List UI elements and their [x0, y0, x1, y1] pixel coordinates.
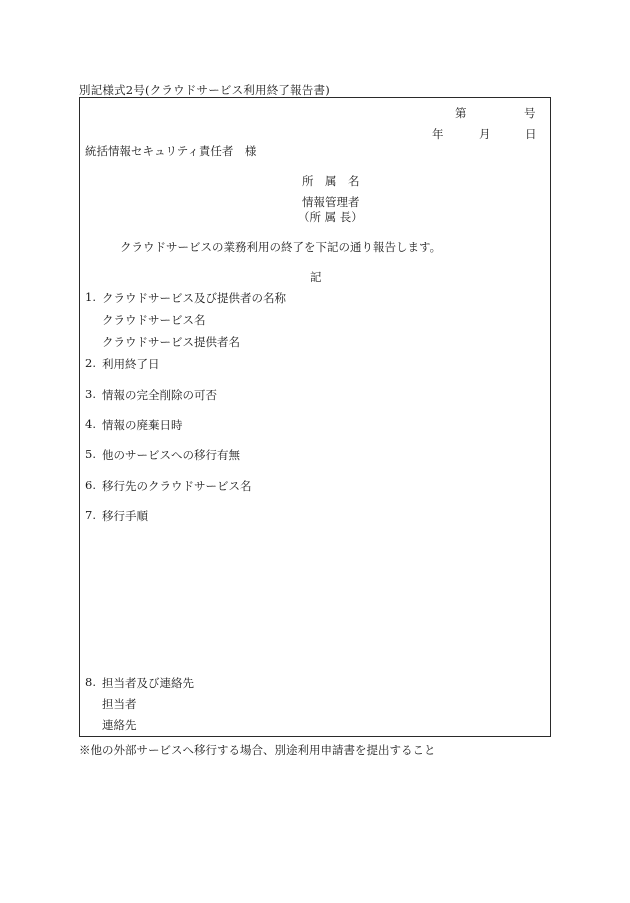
form-title: 別記様式2号(クラウドサービス利用終了報告書): [79, 83, 330, 97]
number-label: 第: [455, 106, 467, 120]
item-5-number: 5.: [85, 447, 96, 461]
sender-head: （所 属 長）: [298, 210, 363, 224]
item-3-label: 情報の完全削除の可否: [102, 388, 217, 402]
sender-manager: 情報管理者: [302, 195, 360, 209]
item-1-number: 1.: [85, 290, 96, 304]
addressee: 統括情報セキュリティ責任者 様: [85, 144, 257, 158]
item-8-contact: 連絡先: [102, 718, 137, 732]
item-4-number: 4.: [85, 417, 96, 431]
date-day: 日: [525, 127, 537, 141]
item-1-label: クラウドサービス及び提供者の名称: [102, 291, 286, 305]
intro-text: クラウドサービスの業務利用の終了を下記の通り報告します。: [120, 240, 442, 254]
item-2-number: 2.: [85, 356, 96, 370]
ki-heading: 記: [310, 270, 322, 284]
date-year: 年: [432, 127, 444, 141]
number-suffix: 号: [524, 106, 536, 120]
report-form-frame: [79, 97, 551, 737]
item-1-provider-name: クラウドサービス提供者名: [102, 335, 240, 349]
item-1-service-name: クラウドサービス名: [102, 313, 206, 327]
date-month: 月: [479, 127, 491, 141]
item-7-number: 7.: [85, 508, 96, 522]
item-8-label: 担当者及び連絡先: [102, 676, 194, 690]
item-8-person: 担当者: [102, 697, 137, 711]
item-6-number: 6.: [85, 478, 96, 492]
item-4-label: 情報の廃棄日時: [102, 418, 183, 432]
item-2-label: 利用終了日: [102, 357, 160, 371]
item-7-label: 移行手順: [102, 509, 148, 523]
sender-affiliation: 所 属 名: [302, 174, 360, 188]
item-3-number: 3.: [85, 387, 96, 401]
item-5-label: 他のサービスへの移行有無: [102, 448, 240, 462]
footnote: ※他の外部サービスへ移行する場合、別途利用申請書を提出すること: [79, 743, 436, 757]
item-6-label: 移行先のクラウドサービス名: [102, 479, 252, 493]
item-8-number: 8.: [85, 675, 96, 689]
